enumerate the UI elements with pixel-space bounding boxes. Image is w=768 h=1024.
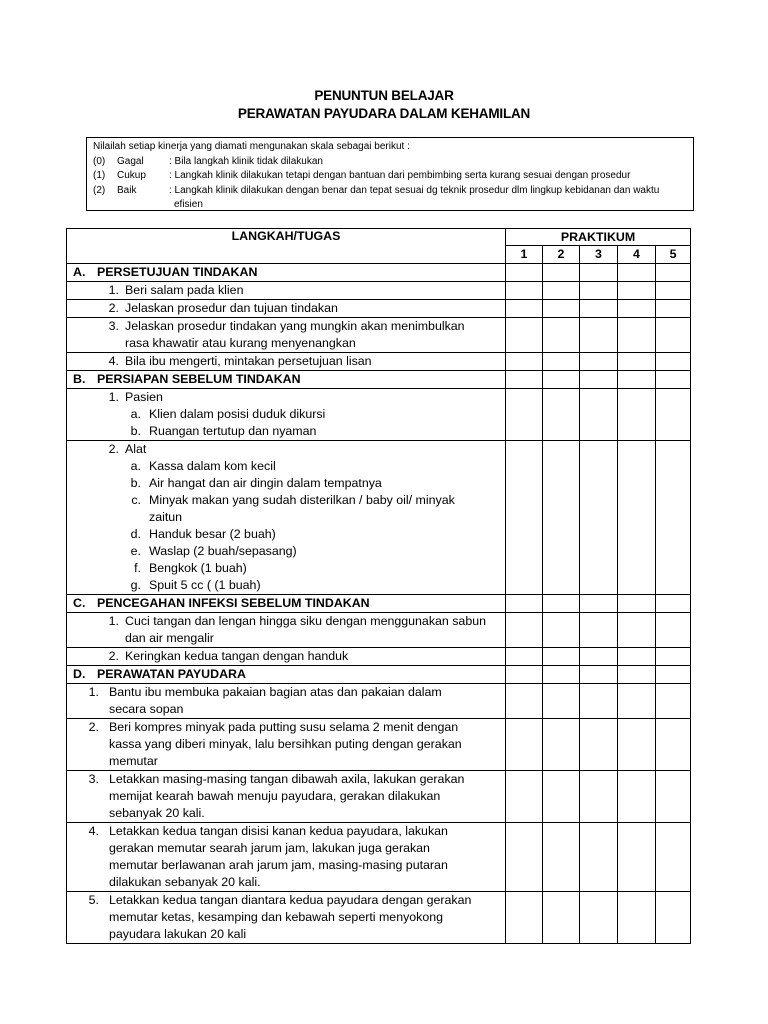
score-cell[interactable] — [543, 719, 580, 771]
sub-step-text — [149, 475, 505, 492]
sub-step-text-line: Klien dalam posisi duduk dikursi — [149, 407, 326, 421]
sub-step-letter: a. — [130, 407, 141, 421]
step-text-line: Alat — [125, 442, 147, 456]
table-row — [67, 282, 691, 300]
sub-step-text — [149, 423, 505, 440]
table-row — [67, 353, 691, 371]
step-text — [109, 771, 505, 822]
step-line — [67, 719, 505, 770]
step-text — [125, 613, 505, 647]
score-cell[interactable] — [580, 719, 618, 771]
sub-step-line — [67, 458, 505, 475]
section-title: PERAWATAN PAYUDARA — [97, 667, 246, 681]
score-cell[interactable] — [656, 684, 691, 719]
table-row — [67, 264, 691, 282]
score-cell[interactable] — [618, 318, 656, 353]
score-cell[interactable] — [656, 353, 691, 371]
document-title: PENUNTUN BELAJAR — [314, 88, 454, 103]
task-cell — [67, 719, 506, 771]
score-cell[interactable] — [618, 353, 656, 371]
step-text-line: memutar ketas, kesamping dan kebawah seperti menyokong — [109, 910, 444, 924]
step-text-line: secara sopan — [109, 702, 184, 716]
step-line — [67, 353, 505, 370]
sub-step-text — [149, 526, 505, 543]
section-header — [67, 264, 505, 281]
step-item — [67, 282, 505, 299]
step-text-line: Keringkan kedua tangan dengan handuk — [125, 649, 349, 663]
sub-step-text-line: Minyak makan yang sudah disterilkan / baby oil/ minyak — [149, 493, 455, 507]
scale-level-row — [93, 184, 687, 213]
score-cell[interactable] — [506, 613, 543, 648]
table-row — [67, 318, 691, 353]
step-number: 1. — [108, 390, 119, 404]
score-cell[interactable] — [543, 389, 580, 441]
scale-level-text: : Langkah klinik dilakukan tetapi dengan bantuan dari pembimbing serta kurang sesuai dengan prosedur — [169, 170, 631, 181]
sub-step-text — [149, 560, 505, 577]
task-cell — [67, 613, 506, 648]
score-cell[interactable] — [506, 371, 543, 389]
task-cell — [67, 595, 506, 613]
score-cell[interactable] — [580, 282, 618, 300]
score-cell[interactable] — [656, 441, 691, 595]
score-cell[interactable] — [618, 823, 656, 892]
scale-level-code: (0) — [93, 155, 106, 167]
step-text-line: rasa khawatir atau kurang menyenangkan — [125, 336, 356, 350]
score-cell[interactable] — [506, 666, 543, 684]
score-cell[interactable] — [580, 318, 618, 353]
score-cell[interactable] — [543, 371, 580, 389]
step-text-line: dilakukan sebanyak 20 kali. — [109, 875, 261, 889]
section-title: PENCEGAHAN INFEKSI SEBELUM TINDAKAN — [97, 596, 370, 610]
step-text-line: memutar — [109, 754, 158, 768]
section-header — [67, 595, 505, 612]
sub-step-text — [149, 458, 505, 475]
score-cell[interactable] — [580, 771, 618, 823]
praktikum-number-header: 3 — [580, 246, 618, 264]
score-cell[interactable] — [618, 666, 656, 684]
step-line — [67, 300, 505, 317]
task-column-header: LANGKAH/TUGAS — [67, 229, 506, 264]
task-cell — [67, 684, 506, 719]
step-text-line: gerakan memutar searah jarum jam, lakukan juga gerakan — [109, 841, 430, 855]
step-text — [125, 282, 505, 299]
step-text-line: Jelaskan prosedur tindakan yang mungkin akan menimbulkan — [125, 319, 465, 333]
scale-level-name: Cukup — [117, 170, 146, 181]
step-text — [125, 389, 505, 406]
score-cell[interactable] — [543, 264, 580, 282]
step-text-line: Letakkan kedua tangan disisi kanan kedua payudara, lakukan — [109, 824, 448, 838]
score-cell[interactable] — [618, 771, 656, 823]
table-row — [67, 371, 691, 389]
score-cell[interactable] — [618, 613, 656, 648]
sub-step-text-line: Ruangan tertutup dan nyaman — [149, 424, 317, 438]
step-text — [109, 892, 505, 943]
sub-step-letter: g. — [130, 578, 141, 592]
score-cell[interactable] — [618, 684, 656, 719]
step-line — [67, 389, 505, 406]
step-item — [67, 300, 505, 317]
score-cell[interactable] — [506, 648, 543, 666]
task-cell — [67, 892, 506, 944]
step-text-line: Pasien — [125, 390, 163, 404]
step-number: 4. — [108, 354, 119, 368]
score-cell[interactable] — [656, 892, 691, 944]
score-cell[interactable] — [543, 318, 580, 353]
table-row — [67, 389, 691, 441]
step-text-line: memutar berlawanan arah jarum jam, masing-masing putaran — [109, 858, 448, 872]
score-cell[interactable] — [656, 264, 691, 282]
step-number: 2. — [108, 442, 119, 456]
sub-step-letter: d. — [130, 527, 141, 541]
section-title: PERSETUJUAN TINDAKAN — [97, 265, 258, 279]
score-cell[interactable] — [580, 300, 618, 318]
score-cell[interactable] — [506, 823, 543, 892]
table-row — [67, 648, 691, 666]
step-item — [67, 353, 505, 370]
score-cell[interactable] — [580, 613, 618, 648]
step-item — [67, 389, 505, 440]
table-row — [67, 666, 691, 684]
score-cell[interactable] — [580, 823, 618, 892]
sub-step-text-line: Air hangat dan air dingin dalam tempatnya — [149, 476, 382, 490]
step-item — [67, 719, 505, 770]
section-header — [67, 371, 505, 388]
task-cell — [67, 264, 506, 282]
sub-step-text — [149, 577, 505, 594]
score-cell[interactable] — [580, 441, 618, 595]
task-cell — [67, 823, 506, 892]
step-text — [125, 300, 505, 317]
score-cell[interactable] — [543, 648, 580, 666]
score-cell[interactable] — [618, 371, 656, 389]
sub-step-line — [67, 577, 505, 594]
task-cell — [67, 441, 506, 595]
score-cell[interactable] — [543, 771, 580, 823]
step-text — [125, 441, 505, 458]
table-row — [67, 300, 691, 318]
task-cell — [67, 282, 506, 300]
sub-step-text-line: Bengkok (1 buah) — [149, 561, 247, 575]
praktikum-number-header: 5 — [656, 246, 691, 264]
score-cell[interactable] — [543, 353, 580, 371]
step-text — [109, 684, 505, 718]
step-item — [67, 318, 505, 352]
score-cell[interactable] — [580, 353, 618, 371]
score-cell[interactable] — [580, 595, 618, 613]
scale-level-name: Gagal — [117, 155, 144, 167]
section-title: PERSIAPAN SEBELUM TINDAKAN — [97, 372, 301, 386]
score-cell[interactable] — [506, 595, 543, 613]
section-letter: C. — [73, 596, 86, 610]
step-number: 4. — [88, 824, 99, 838]
table-row — [67, 595, 691, 613]
step-text — [125, 353, 505, 370]
score-cell[interactable] — [656, 771, 691, 823]
step-line — [67, 771, 505, 822]
table-row — [67, 441, 691, 595]
task-cell — [67, 648, 506, 666]
step-text — [109, 823, 505, 891]
score-cell[interactable] — [656, 719, 691, 771]
sub-step-letter: b. — [130, 476, 141, 490]
scale-level-code: (2) — [93, 184, 106, 196]
section-letter: A. — [73, 265, 86, 279]
step-item — [67, 684, 505, 718]
step-text-line: Beri salam pada klien — [125, 283, 244, 297]
sub-step-line — [67, 560, 505, 577]
step-number: 3. — [88, 772, 99, 786]
section-letter: B. — [73, 372, 86, 386]
task-cell — [67, 300, 506, 318]
score-cell[interactable] — [543, 595, 580, 613]
score-cell[interactable] — [656, 648, 691, 666]
score-cell[interactable] — [618, 300, 656, 318]
score-cell[interactable] — [543, 441, 580, 595]
step-line — [67, 282, 505, 299]
score-cell[interactable] — [506, 353, 543, 371]
scale-level-row — [93, 155, 687, 170]
task-cell — [67, 371, 506, 389]
praktikum-number-header: 2 — [543, 246, 580, 264]
table-row — [67, 719, 691, 771]
step-line — [67, 613, 505, 647]
sub-step-line — [67, 543, 505, 560]
sub-step-letter: e. — [130, 544, 141, 558]
step-text-line: Bantu ibu membuka pakaian bagian atas dan pakaian dalam — [109, 685, 442, 699]
step-item — [67, 892, 505, 943]
score-cell[interactable] — [618, 389, 656, 441]
score-cell[interactable] — [506, 300, 543, 318]
table-row — [67, 892, 691, 944]
score-cell[interactable] — [580, 666, 618, 684]
step-text-line: Cuci tangan dan lengan hingga siku dengan menggunakan sabun — [125, 614, 486, 628]
step-line — [67, 892, 505, 943]
score-cell[interactable] — [618, 595, 656, 613]
score-cell[interactable] — [506, 318, 543, 353]
step-text-line: kassa yang diberi minyak, lalu bersihkan puting dengan gerakan — [109, 737, 462, 751]
score-cell[interactable] — [543, 300, 580, 318]
praktikum-number-header: 1 — [506, 246, 543, 264]
sub-step-letter: a. — [130, 459, 141, 473]
title-block — [0, 87, 768, 123]
table-row — [67, 771, 691, 823]
score-cell[interactable] — [656, 823, 691, 892]
score-cell[interactable] — [543, 666, 580, 684]
step-text-line: sebanyak 20 kali. — [109, 806, 205, 820]
step-text-line: memijat kearah bawah menuju payudara, gerakan dilakukan — [109, 789, 441, 803]
score-cell[interactable] — [618, 892, 656, 944]
score-cell[interactable] — [618, 441, 656, 595]
score-cell[interactable] — [506, 719, 543, 771]
score-cell[interactable] — [580, 684, 618, 719]
score-cell[interactable] — [656, 282, 691, 300]
step-number: 2. — [88, 720, 99, 734]
step-text-line: dan air mengalir — [125, 631, 214, 645]
score-cell[interactable] — [580, 371, 618, 389]
score-cell[interactable] — [580, 648, 618, 666]
step-number: 5. — [88, 893, 99, 907]
step-text-line: payudara lakukan 20 kali — [109, 927, 247, 941]
step-text-line: Letakkan kedua tangan diantara kedua payudara dengan gerakan — [109, 893, 472, 907]
score-cell[interactable] — [656, 613, 691, 648]
sub-step-letter: c. — [131, 493, 141, 507]
sub-step-line — [67, 475, 505, 492]
sub-step-line — [67, 406, 505, 423]
step-text — [125, 648, 505, 665]
score-cell[interactable] — [580, 892, 618, 944]
score-cell[interactable] — [506, 282, 543, 300]
scale-level-name: Baik — [117, 184, 137, 196]
task-cell — [67, 389, 506, 441]
scale-level-text-continued: efisien — [174, 199, 203, 210]
score-cell[interactable] — [580, 264, 618, 282]
step-number: 3. — [108, 319, 119, 333]
score-cell[interactable] — [506, 684, 543, 719]
scale-level-text: : Bila langkah klinik tidak dilakukan — [169, 155, 323, 167]
table-row — [67, 823, 691, 892]
score-cell[interactable] — [656, 666, 691, 684]
praktikum-header: PRAKTIKUM — [506, 229, 691, 246]
scale-level-description — [169, 184, 687, 213]
sub-step-text-line: zaitun — [149, 510, 183, 524]
task-cell — [67, 353, 506, 371]
score-cell[interactable] — [656, 300, 691, 318]
sub-step-text-line: Handuk besar (2 buah) — [149, 527, 276, 541]
step-item — [67, 823, 505, 891]
step-item — [67, 613, 505, 647]
step-line — [67, 823, 505, 891]
sub-step-text — [149, 543, 505, 560]
sub-step-text-line: Kassa dalam kom kecil — [149, 459, 276, 473]
step-item — [67, 771, 505, 822]
task-cell — [67, 318, 506, 353]
section-letter: D. — [73, 667, 86, 681]
sub-step-letter: b. — [130, 424, 141, 438]
sub-step-text — [149, 492, 505, 526]
step-text-line: Letakkan masing-masing tangan dibawah axila, lakukan gerakan — [109, 772, 465, 786]
task-cell — [67, 666, 506, 684]
score-cell[interactable] — [543, 282, 580, 300]
score-cell[interactable] — [618, 282, 656, 300]
score-cell[interactable] — [656, 318, 691, 353]
step-line — [67, 441, 505, 458]
step-text-line: Beri kompres minyak pada putting susu selama 2 menit dengan — [109, 720, 459, 734]
step-number: 2. — [108, 301, 119, 315]
scale-intro: Nilailah setiap kinerja yang diamati mengunakan skala sebagai berikut : — [93, 141, 410, 152]
table-row — [67, 684, 691, 719]
step-line — [67, 648, 505, 665]
step-line — [67, 684, 505, 718]
score-cell[interactable] — [506, 441, 543, 595]
score-cell[interactable] — [656, 371, 691, 389]
step-text — [125, 318, 505, 352]
rating-scale-box — [86, 137, 694, 211]
score-cell[interactable] — [618, 719, 656, 771]
score-cell[interactable] — [506, 892, 543, 944]
score-cell[interactable] — [506, 771, 543, 823]
step-text-line: Jelaskan prosedur dan tujuan tindakan — [125, 301, 338, 315]
sub-step-line — [67, 423, 505, 440]
score-cell[interactable] — [543, 684, 580, 719]
sub-step-text-line: Waslap (2 buah/sepasang) — [149, 544, 297, 558]
step-item — [67, 441, 505, 594]
step-number: 1. — [88, 685, 99, 699]
task-cell — [67, 771, 506, 823]
score-cell[interactable] — [618, 264, 656, 282]
sub-step-letter: f. — [134, 561, 141, 575]
score-cell[interactable] — [618, 648, 656, 666]
document-subtitle: PERAWATAN PAYUDARA DALAM KEHAMILAN — [237, 106, 531, 121]
scale-level-text: : Langkah klinik dilakukan dengan benar dan tepat sesuai dg teknik prosedur dlm lingkup kebidanan dan waktu — [169, 184, 660, 196]
sub-step-line — [67, 492, 505, 526]
section-header — [67, 666, 505, 683]
step-text — [109, 719, 505, 770]
steps-table — [66, 228, 691, 944]
sub-step-line — [67, 526, 505, 543]
sub-step-text-line: Spuit 5 cc ( (1 buah) — [149, 578, 261, 592]
sub-step-text — [149, 406, 505, 423]
praktikum-number-header: 4 — [618, 246, 656, 264]
scale-level-row — [93, 169, 687, 184]
score-cell[interactable] — [580, 389, 618, 441]
table-row — [67, 613, 691, 648]
step-number: 1. — [108, 614, 119, 628]
scale-level-description — [169, 169, 687, 184]
step-text-line: Bila ibu mengerti, mintakan persetujuan lisan — [125, 354, 372, 368]
step-line — [67, 318, 505, 352]
score-cell[interactable] — [543, 892, 580, 944]
score-cell[interactable] — [506, 264, 543, 282]
scale-level-code: (1) — [93, 170, 106, 181]
score-cell[interactable] — [656, 389, 691, 441]
score-cell[interactable] — [543, 823, 580, 892]
score-cell[interactable] — [506, 389, 543, 441]
score-cell[interactable] — [656, 595, 691, 613]
step-number: 1. — [108, 283, 119, 297]
scale-level-description — [169, 155, 687, 170]
step-item — [67, 648, 505, 665]
step-number: 2. — [108, 649, 119, 663]
score-cell[interactable] — [543, 613, 580, 648]
